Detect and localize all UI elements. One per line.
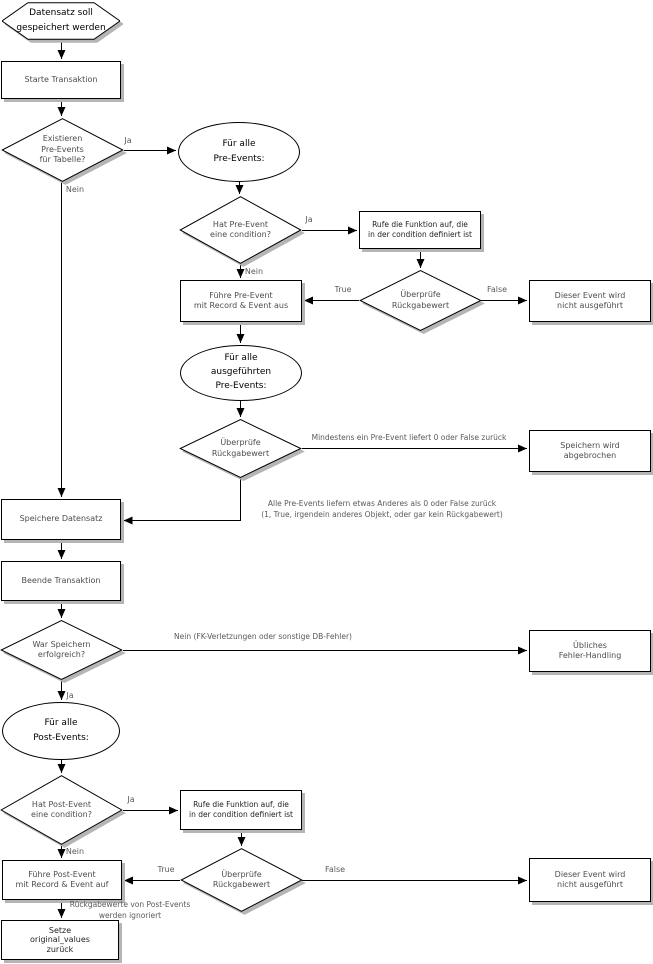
edge-label-true-pre: True	[334, 285, 352, 294]
node-fuehre-pre-event	[180, 280, 302, 322]
node-ueberpruefe-rueckgabewert-3	[180, 848, 303, 912]
node-setze-original-values	[1, 920, 119, 960]
edge-label-nein-post-condition: Nein	[65, 847, 85, 856]
node-starte-transaktion	[1, 61, 121, 99]
edge-label-nein-pre-condition: Nein	[244, 267, 264, 276]
edge-label-nein-pre-exist: Nein	[65, 185, 85, 194]
node-fuehre-post-event	[2, 860, 122, 900]
node-fuehre-post-event-label: Führe Post-Event mit Record & Event auf	[15, 869, 109, 889]
edge-label-mindestens: Mindestens ein Pre-Event liefert 0 oder False zurück	[311, 433, 507, 442]
node-dieser-event-pre-label: Dieser Event wird nicht ausgeführt	[554, 290, 626, 310]
node-start-label: Datensatz soll gespeichert werden	[16, 8, 106, 33]
node-beende-transaktion-label: Beende Transaktion	[21, 575, 101, 585]
node-dieser-event-post-label: Dieser Event wird nicht ausgeführt	[554, 869, 626, 889]
edge-label-ja-pre-exist: Ja	[124, 136, 132, 145]
node-rufe-funktion-post	[180, 790, 302, 830]
node-fuer-alle-pre-events-label: Für alle Pre-Events:	[213, 138, 265, 164]
node-fuer-alle-pre-events	[178, 122, 300, 182]
node-rufe-funktion-pre	[359, 211, 481, 249]
node-fuer-alle-ausgefuehrten-label: Für alle ausgeführten Pre-Events:	[210, 353, 272, 391]
node-beende-transaktion	[1, 561, 121, 601]
edge-label-ja-post-condition: Ja	[127, 795, 135, 804]
edge-label-alle-pre: Alle Pre-Events liefern etwas Anderes als 0 oder False zurück (1, True, irgendein anderes Objekt, oder gar kein Rückgabewert)	[261, 499, 503, 519]
node-speichern-abgebrochen-label: Speichern wird abgebrochen	[560, 440, 620, 460]
node-ueberpruefe-rueckgabewert-1-label: Überprüfe Rückgabewert	[391, 290, 450, 310]
node-ueberpruefe-rueckgabewert-1	[359, 270, 482, 331]
node-ueberpruefe-rueckgabewert-2	[179, 419, 302, 478]
node-fuer-alle-post-events	[2, 702, 120, 760]
edge-label-ja-pre-condition: Ja	[305, 215, 313, 224]
edge-label-true-post: True	[157, 865, 175, 874]
node-fuer-alle-post-events-label: Für alle Post-Events:	[33, 717, 89, 743]
node-war-speichern-label: War Speichern erfolgreich?	[32, 639, 91, 659]
edge-label-false-pre: False	[486, 285, 508, 294]
node-hat-pre-event	[179, 196, 302, 264]
node-war-speichern	[0, 620, 123, 680]
node-speichere-datensatz	[1, 499, 121, 540]
node-fuehre-pre-event-label: Führe Pre-Event mit Record & Event aus	[193, 290, 289, 310]
node-dieser-event-pre	[529, 280, 651, 322]
node-ueberpruefe-rueckgabewert-2-label: Überprüfe Rückgabewert	[211, 438, 270, 458]
edge-label-false-post: False	[324, 865, 346, 874]
node-speichere-datensatz-label: Speichere Datensatz	[19, 514, 103, 524]
node-hat-pre-event-label: Hat Pre-Event eine condition?	[210, 219, 271, 239]
node-speichern-abgebrochen	[529, 430, 651, 472]
node-existieren-pre-events	[1, 118, 124, 182]
node-ueberpruefe-rueckgabewert-3-label: Überprüfe Rückgabewert	[212, 869, 271, 889]
edge-check2-weiter	[124, 478, 241, 521]
node-setze-original-values-label: Setze original_values zurück	[30, 925, 90, 954]
node-starte-transaktion-label: Starte Transaktion	[24, 74, 98, 84]
node-fuer-alle-ausgefuehrten	[180, 345, 302, 401]
node-rufe-funktion-pre-label: Rufe die Funktion auf, die in der condition definiert ist	[367, 220, 472, 239]
node-rufe-funktion-post-label: Rufe die Funktion auf, die in der condition definiert ist	[188, 800, 293, 819]
node-fehler-handling-label: Übliches Fehler-Handling	[558, 640, 622, 660]
node-fehler-handling	[529, 630, 651, 672]
node-start	[2, 2, 120, 40]
edge-label-ja-speichern: Ja	[66, 691, 74, 700]
node-existieren-pre-events-label: Existieren Pre-Events für Tabelle?	[39, 134, 86, 165]
node-hat-post-event-label: Hat Post-Event eine condition?	[31, 799, 92, 819]
edge-label-nein-fk: Nein (FK-Verletzungen oder sonstige DB-Fehler)	[174, 632, 352, 641]
node-hat-post-event	[0, 775, 123, 845]
edge-label-rueckgabewerte: Rückgabewerte von Post-Events werden ignoriert	[69, 900, 191, 920]
node-dieser-event-post	[529, 858, 651, 902]
